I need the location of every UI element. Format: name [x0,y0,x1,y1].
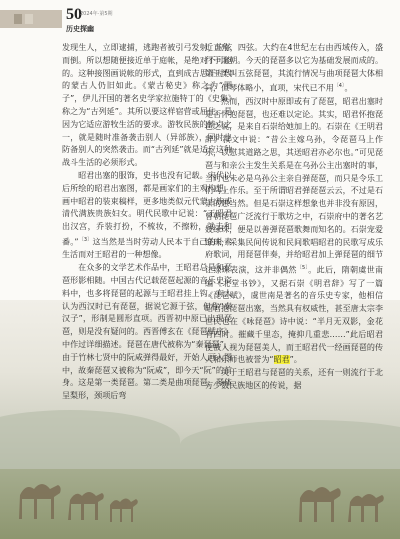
footnote-marker: 〔5〕 [296,265,309,272]
text-column-right [205,42,383,527]
issue-label: 2024年·第5期 [80,11,113,17]
paragraph: 关于王昭君与琵琶的关系，还有一则流行于北方少数民族地区的传说，据 [205,368,383,391]
paragraph: 然而，西汉时中原即或有了琵琶，昭君出塞时是否怀抱琵琶，也还难以定论。其实，昭君怀抱琵琶之说，是来自石崇给她加上的。石崇在《王明君辞》叙文中说：“昔公主嫁乌孙，令琵琶马上作乐，以慰其道路之思，其送昭君亦必尔也。”可见琵琶与和亲公主发生关系是在乌孙公主出塞时的事，当时也未必是乌孙公主亲自弹琵琶，而只是令乐工们马上作乐。至于所谓昭君弹琵琶云云，不过是石崇的想当然。但是石崇这样想象也并非没有原因，曾朝琵琶广泛流行于歌坊之中，石崇府中的著名艺妓绿珠，便是以善弹琵琶歌舞而知名的。石崇宠爱绿珠，采集民间传说和民间歌唱昭君的民歌写成乐府歌词，用琵琶伴奏，并给昭君加上弹琵琶的细节让绿珠表演，这并非偶然$^{〔5〕}$。此后，隋朝虞世南编《北堂书钞》，又据石崇《明君辞》写了一篇《琵琶赋》，虞世南是著名的音乐史专家，他相信昭君抱琵琶出塞，当然具有权威性，甚至唐太宗李世民也在《咏琵琶》诗中说：“半月无双影，金花有四时。摧藏千里态，掩抑几重悲……”此后昭君便被人视为琵琶美人，而王昭君代一经画琵琶的传人和乐师也被誉为“昭君”。 [205,96,384,365]
page-header [0,0,400,36]
paragraph: 昭君出塞的服饰，史书也没有记载。宋代以后所绘的昭君出塞图，都是画家们的主观构想，画中昭君的装束稿样，更多地类似元代蒙古族或清代满族贵族妇女。明代民歌中记说：“王昭君出汉宫，乔装打扮，不梳妆，不擦粉，就去和番。”$^{〔3〕}$这当然是当时劳动人民本于自己的朴素生活而对王昭君的一种想像。 [62,170,233,260]
header-color-blocks [14,14,54,24]
highlighted-term: 昭君 [273,355,290,365]
paragraph: 发现生人，立即逮捕，逃跑者被引弓发射，应弦而倒。所以想随便接近单于庭帐，是绝对不可能的。这种接图画说帐的形式，直到成吉思汗时代的蒙古人仍旧如此。《蒙古秘史》称之为“圈子”，伊儿汗国的著名史学家拉施特丁的《史集》称之为“古列延”。其所以要这样宿营或屈住，是因为它适应游牧生活的要求。游牧民族的特点之一，就是随时准备袭击别人（异部族），同时也防备别人的突然袭击。而“古列延”就是适应这种战斗生活的必须形式。 [62,43,232,168]
footnote-marker: 〔4〕 [333,83,345,90]
footnote-marker: 〔3〕 [78,236,93,243]
paragraph: 在众多的文学艺术作品中，王昭君总是和琵琶形影相随。中国古代记载琵琶起源的音乐史资料中，也多将琵琶的起源与王昭君挂上钩。有人认为西汉时已有琵琶，据说它源于弦，但称“秦汉子”，形制是圆形直项。西晋初中原已出现琵琶，则是没有疑问的。西晋傅玄在《琵琶赋序》中作过详细描述。琵琶在唐代被称为“秦琵琶”，由于竹林七贤中的阮咸弹得最好，开始人画入图中，故秦琵琶又被称为“阮咸”，即今天“阮”的前身。这是第一类琵琶。第二类是曲项琵琶，琴体呈梨形，颈项后弯 [62,263,232,401]
paragraph: 近直角，四弦。大约在4世纪左右由西域传入，盛行于北朝。今天的琵琶多以它为基础发展而成的。第三类叫五弦琵琶，其流行情况与曲项琵琶大体相同，但琴体略小，直项，宋代已不用$^{〔4〕}$。 [205,43,383,94]
page-number: 50 [66,6,82,23]
section-title: 历史探幽 [66,25,94,33]
